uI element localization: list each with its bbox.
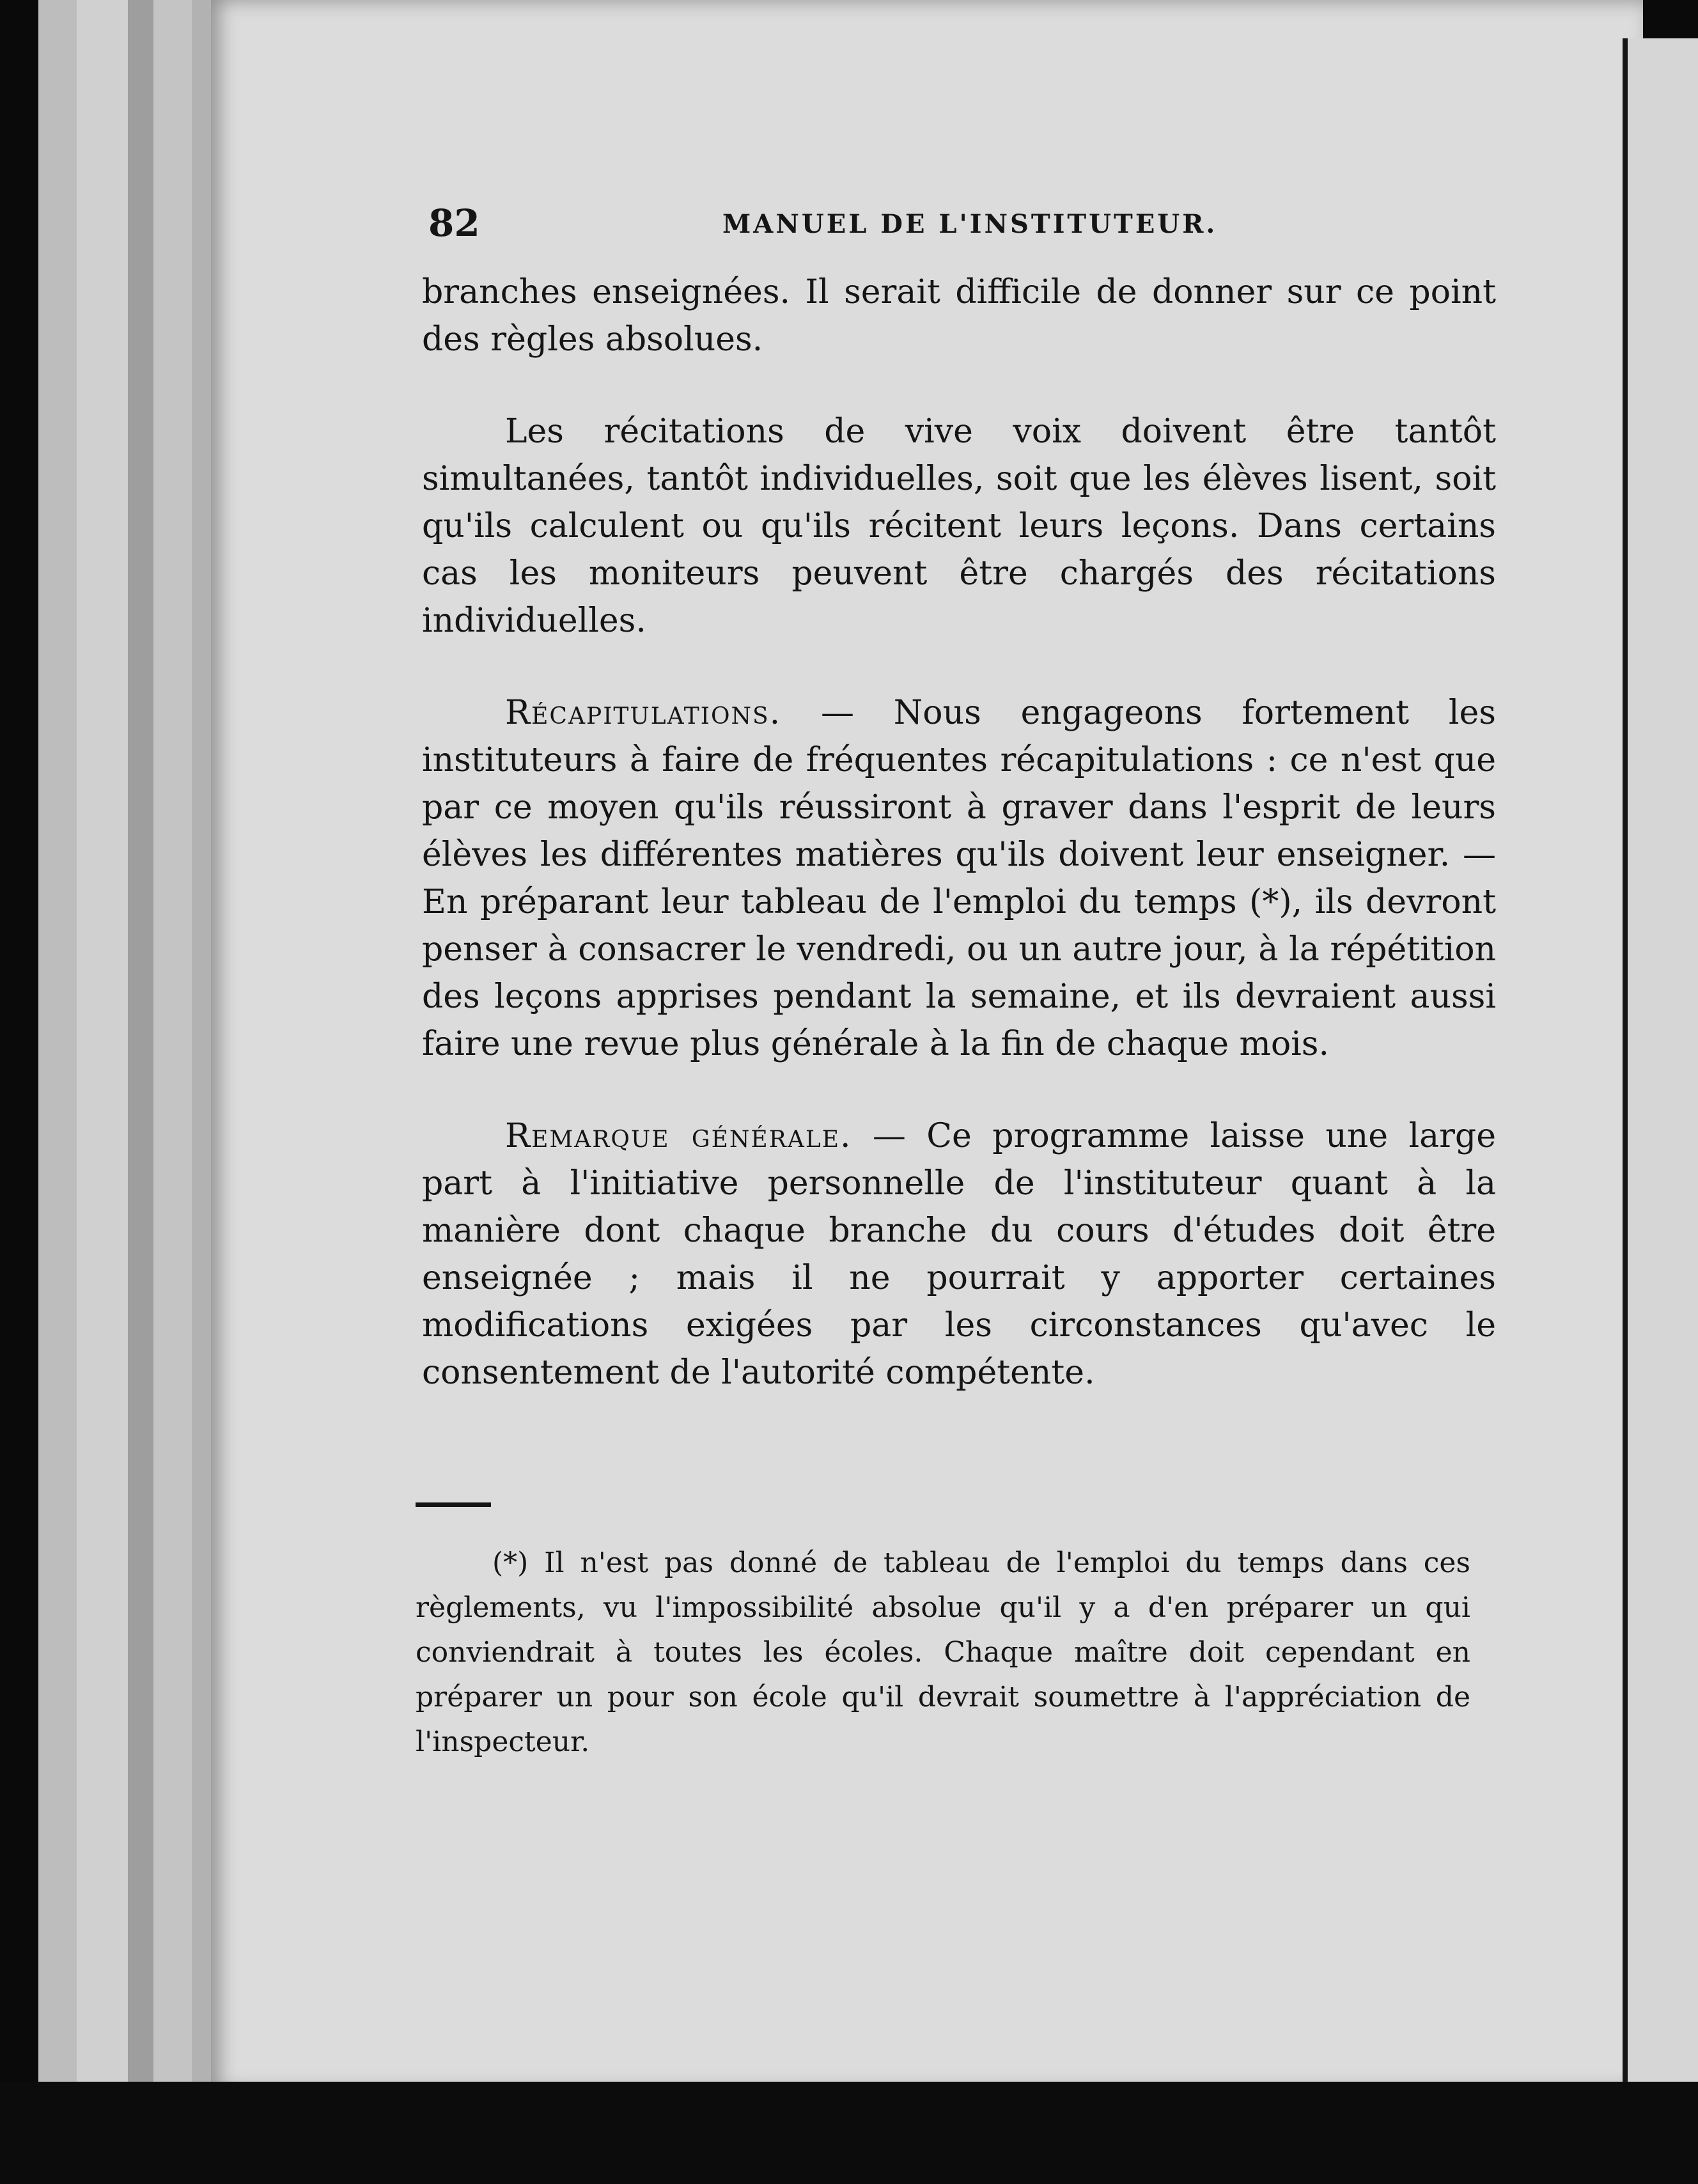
paragraph-remarque-generale: [422, 1112, 1496, 1396]
section-heading: Récapitulations.: [505, 694, 782, 732]
paragraph-text: — Nous engageons fortement les instituteurs à faire de fréquentes récapitulations : ce n'est que par ce moyen qu'ils réussiront à graver dans l'esprit de leurs élèves les différentes matières qu'ils doivent leur enseigner. — En préparant leur tableau de l'emploi du temps (*), ils devront penser à consacrer le vendredi, ou un autre jour, à la répétition des leçons apprises pendant la semaine, et ils devraient aussi faire une revue plus générale à la fin de chaque mois.: [422, 694, 1496, 1063]
paragraph-text: Les récitations de vive voix doivent être tantôt simultanées, tantôt individuelles, soit que les élèves lisent, soit qu'ils calculent ou qu'ils récitent leurs leçons. Dans certains cas les moniteurs peuvent être chargés des récitations individuelles.: [422, 412, 1496, 640]
page-header: [428, 201, 1451, 253]
page-number: 82: [428, 201, 480, 245]
paragraph-2: [422, 408, 1496, 644]
footnote-rule: [416, 1502, 491, 1507]
body-text: [422, 269, 1496, 1441]
scan-border: [0, 2082, 1698, 2184]
running-title: MANUEL DE L'INSTITUTEUR.: [722, 209, 1218, 239]
section-heading: Remarque générale.: [505, 1117, 852, 1155]
footnote: [416, 1541, 1470, 1765]
facing-page-edge: [1623, 38, 1698, 2123]
paragraph-recapitulations: [422, 689, 1496, 1068]
footnote-text: (*) Il n'est pas donné de tableau de l'emploi du temps dans ces règlements, vu l'impossibilité absolue qu'il y a d'en préparer un qui conviendrait à toutes les écoles. Chaque maître doit cependant en préparer un pour son école qu'il devrait soumettre à l'appréciation de l'inspecteur.: [416, 1547, 1470, 1758]
paragraph-text: branches enseignées. Il serait difficile de donner sur ce point des règles absolues.: [422, 273, 1496, 359]
paragraph-1: [422, 269, 1496, 363]
paragraph-text: — Ce programme laisse une large part à l'initiative personnelle de l'instituteur quant à la manière dont chaque branche du cours d'études doit être enseignée ; mais il ne pourrait y apporter certaines modifications exigées par les circonstances qu'avec le consentement de l'autorité compétente.: [422, 1117, 1496, 1392]
